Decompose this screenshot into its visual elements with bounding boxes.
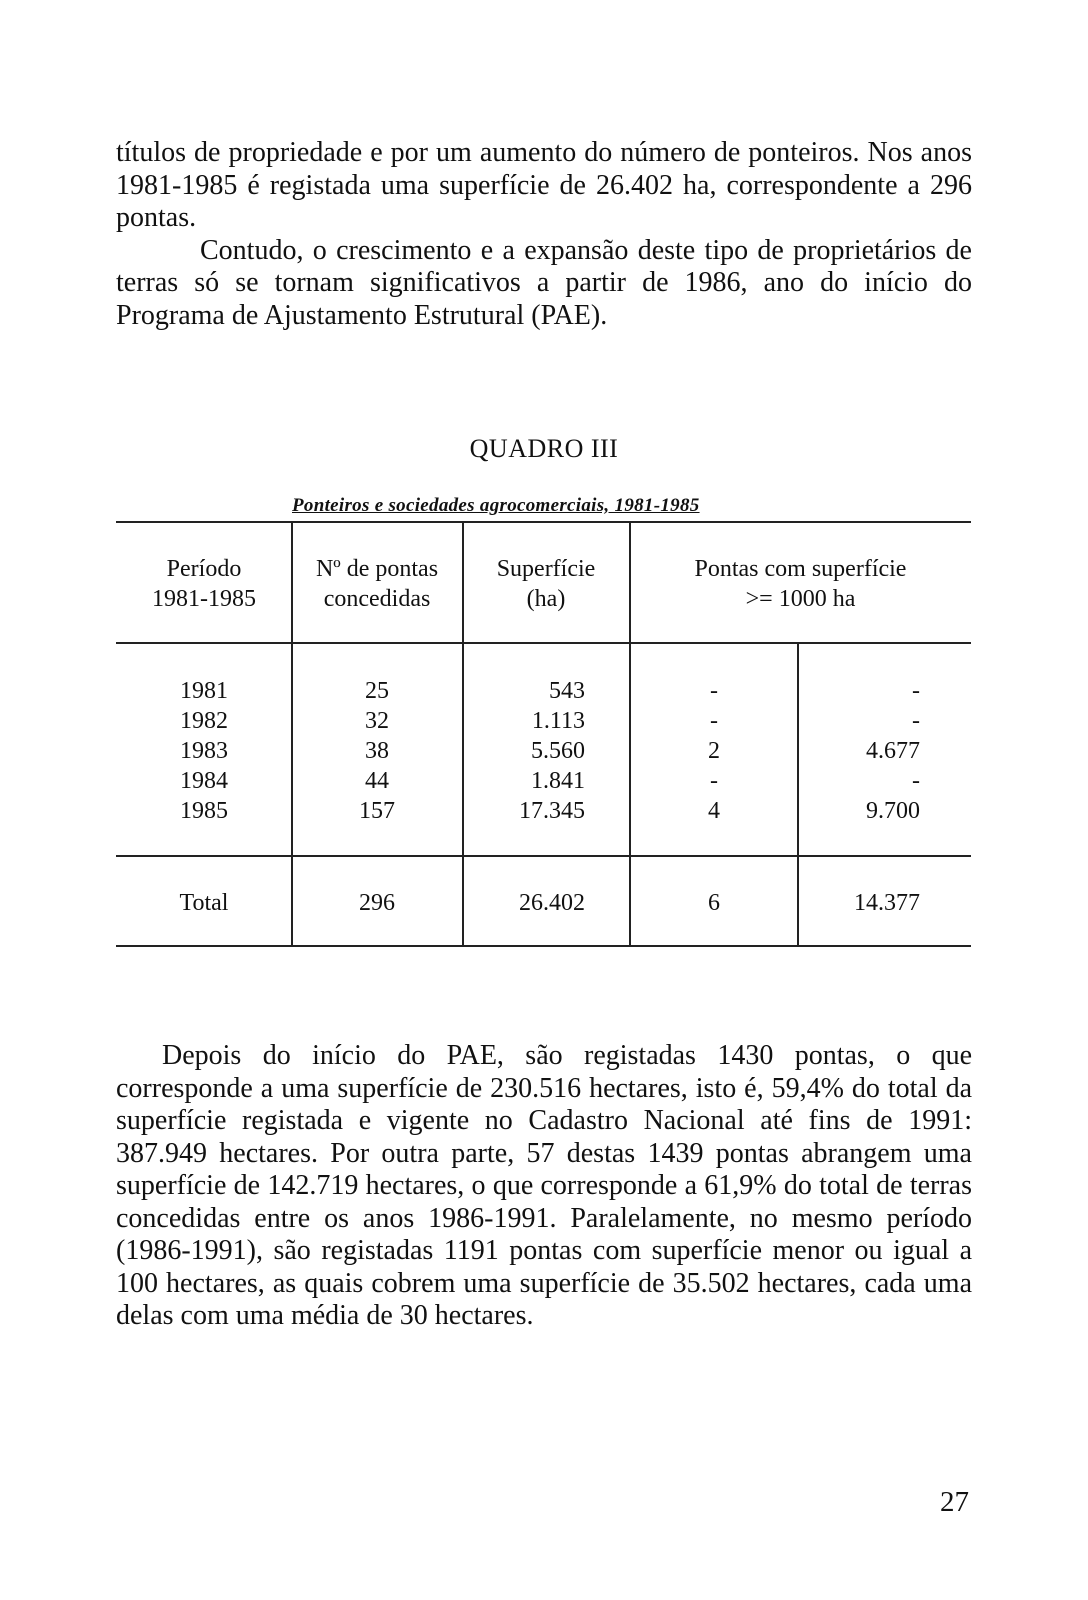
table-row-superficie: 1.841 bbox=[531, 768, 585, 794]
header-periodo-line1: Período bbox=[166, 556, 242, 582]
header-superficie-line2: (ha) bbox=[526, 586, 566, 612]
table-rule-bottom bbox=[116, 945, 971, 947]
table-row-pontas: 38 bbox=[365, 738, 389, 764]
header-periodo-line2: 1981-1985 bbox=[152, 586, 256, 612]
header-pontas-line2: concedidas bbox=[323, 586, 431, 612]
table-row-superficie: 5.560 bbox=[531, 738, 585, 764]
column-n-grandes bbox=[630, 676, 798, 826]
total-superficie-value: 26.402 bbox=[519, 890, 585, 916]
table-row-superficie: 17.345 bbox=[519, 798, 585, 824]
total-pontas-value: 296 bbox=[359, 890, 395, 916]
table-row-year: 1985 bbox=[180, 798, 228, 824]
total-superficie bbox=[463, 888, 585, 918]
total-sup-grandes bbox=[798, 888, 920, 918]
table-row-sup-grandes: 9.700 bbox=[866, 798, 920, 824]
paragraph-after-table bbox=[116, 1040, 972, 1333]
header-pontas bbox=[292, 554, 462, 614]
paragraph-intro-b: Contudo, o crescimento e a expansão deste tipo de proprietários de terras só se tornam significativos a partir de 1986, ano do início do Programa de Ajustamento Estrutural (PAE). bbox=[116, 234, 972, 331]
table-caption: Ponteiros e sociedades agrocomerciais, 1981-1985 bbox=[292, 495, 700, 516]
header-pontas-line1: Nº de pontas bbox=[315, 556, 439, 582]
total-n-grandes-value: 6 bbox=[708, 890, 720, 916]
column-pontas bbox=[292, 676, 462, 826]
total-pontas bbox=[292, 888, 462, 918]
table-row-n-grandes: - bbox=[710, 768, 718, 794]
total-sup-grandes-value: 14.377 bbox=[854, 890, 920, 916]
table-row-year: 1983 bbox=[180, 738, 228, 764]
table-rule-total-top bbox=[116, 855, 971, 857]
column-superficie bbox=[463, 676, 585, 826]
table-row-n-grandes: - bbox=[710, 678, 718, 704]
table-rule-top bbox=[116, 521, 971, 523]
table-row-pontas: 157 bbox=[359, 798, 395, 824]
table-row-superficie: 543 bbox=[549, 678, 585, 704]
header-grandes bbox=[630, 554, 971, 614]
table-row-n-grandes: 2 bbox=[708, 738, 720, 764]
header-superficie bbox=[463, 554, 629, 614]
total-label-text: Total bbox=[179, 890, 229, 916]
table-row-year: 1984 bbox=[180, 768, 228, 794]
header-superficie-line1: Superfície bbox=[496, 556, 596, 582]
table-row-pontas: 32 bbox=[365, 708, 389, 734]
table-title: QUADRO III bbox=[469, 434, 619, 463]
table-row-sup-grandes: 4.677 bbox=[866, 738, 920, 764]
table-row-year: 1981 bbox=[180, 678, 228, 704]
header-grandes-line1: Pontas com superfície bbox=[694, 556, 907, 582]
total-label bbox=[116, 888, 292, 918]
table-rule-header-bottom bbox=[116, 642, 971, 644]
paragraph-intro bbox=[116, 137, 972, 332]
table-row-year: 1982 bbox=[180, 708, 228, 734]
total-n-grandes bbox=[630, 888, 798, 918]
table-row-sup-grandes: - bbox=[912, 678, 920, 704]
header-grandes-line2: >= 1000 ha bbox=[745, 586, 856, 612]
table-row-sup-grandes: - bbox=[912, 768, 920, 794]
table-row-n-grandes: - bbox=[710, 708, 718, 734]
table-row-pontas: 44 bbox=[365, 768, 389, 794]
table-row-superficie: 1.113 bbox=[531, 708, 585, 734]
table-row-sup-grandes: - bbox=[912, 708, 920, 734]
table-row-pontas: 25 bbox=[365, 678, 389, 704]
column-years bbox=[116, 676, 292, 826]
page-number: 27 bbox=[940, 1486, 969, 1518]
paragraph-after-table-text: Depois do início do PAE, são registadas 1430 pontas, o que corresponde a uma superfície de 230.516 hectares, isto é, 59,4% do total da superfície registada e vigente no Cadastro Nacional até fins de 1991: 387.949 hectares. Por outra parte, 57 destas 1439 pontas abrangem uma superfície de 142.719 hectares, o que corresponde a 61,9% do total de terras concedidas entre os anos 1986-1991. Paralelamente, no mesmo período (1986-1991), são registadas 1191 pontas com superfície menor ou igual a 100 hectares, as quais cobrem uma superfície de 35.502 hectares, cada uma delas com uma média de 30 hectares. bbox=[116, 1040, 972, 1331]
header-periodo bbox=[116, 554, 292, 614]
paragraph-intro-a: títulos de propriedade e por um aumento do número de ponteiros. Nos anos 1981-1985 é registada uma superfície de 26.402 ha, correspondente a 296 pontas. bbox=[116, 137, 972, 233]
column-sup-grandes bbox=[798, 676, 920, 826]
table-row-n-grandes: 4 bbox=[708, 798, 720, 824]
